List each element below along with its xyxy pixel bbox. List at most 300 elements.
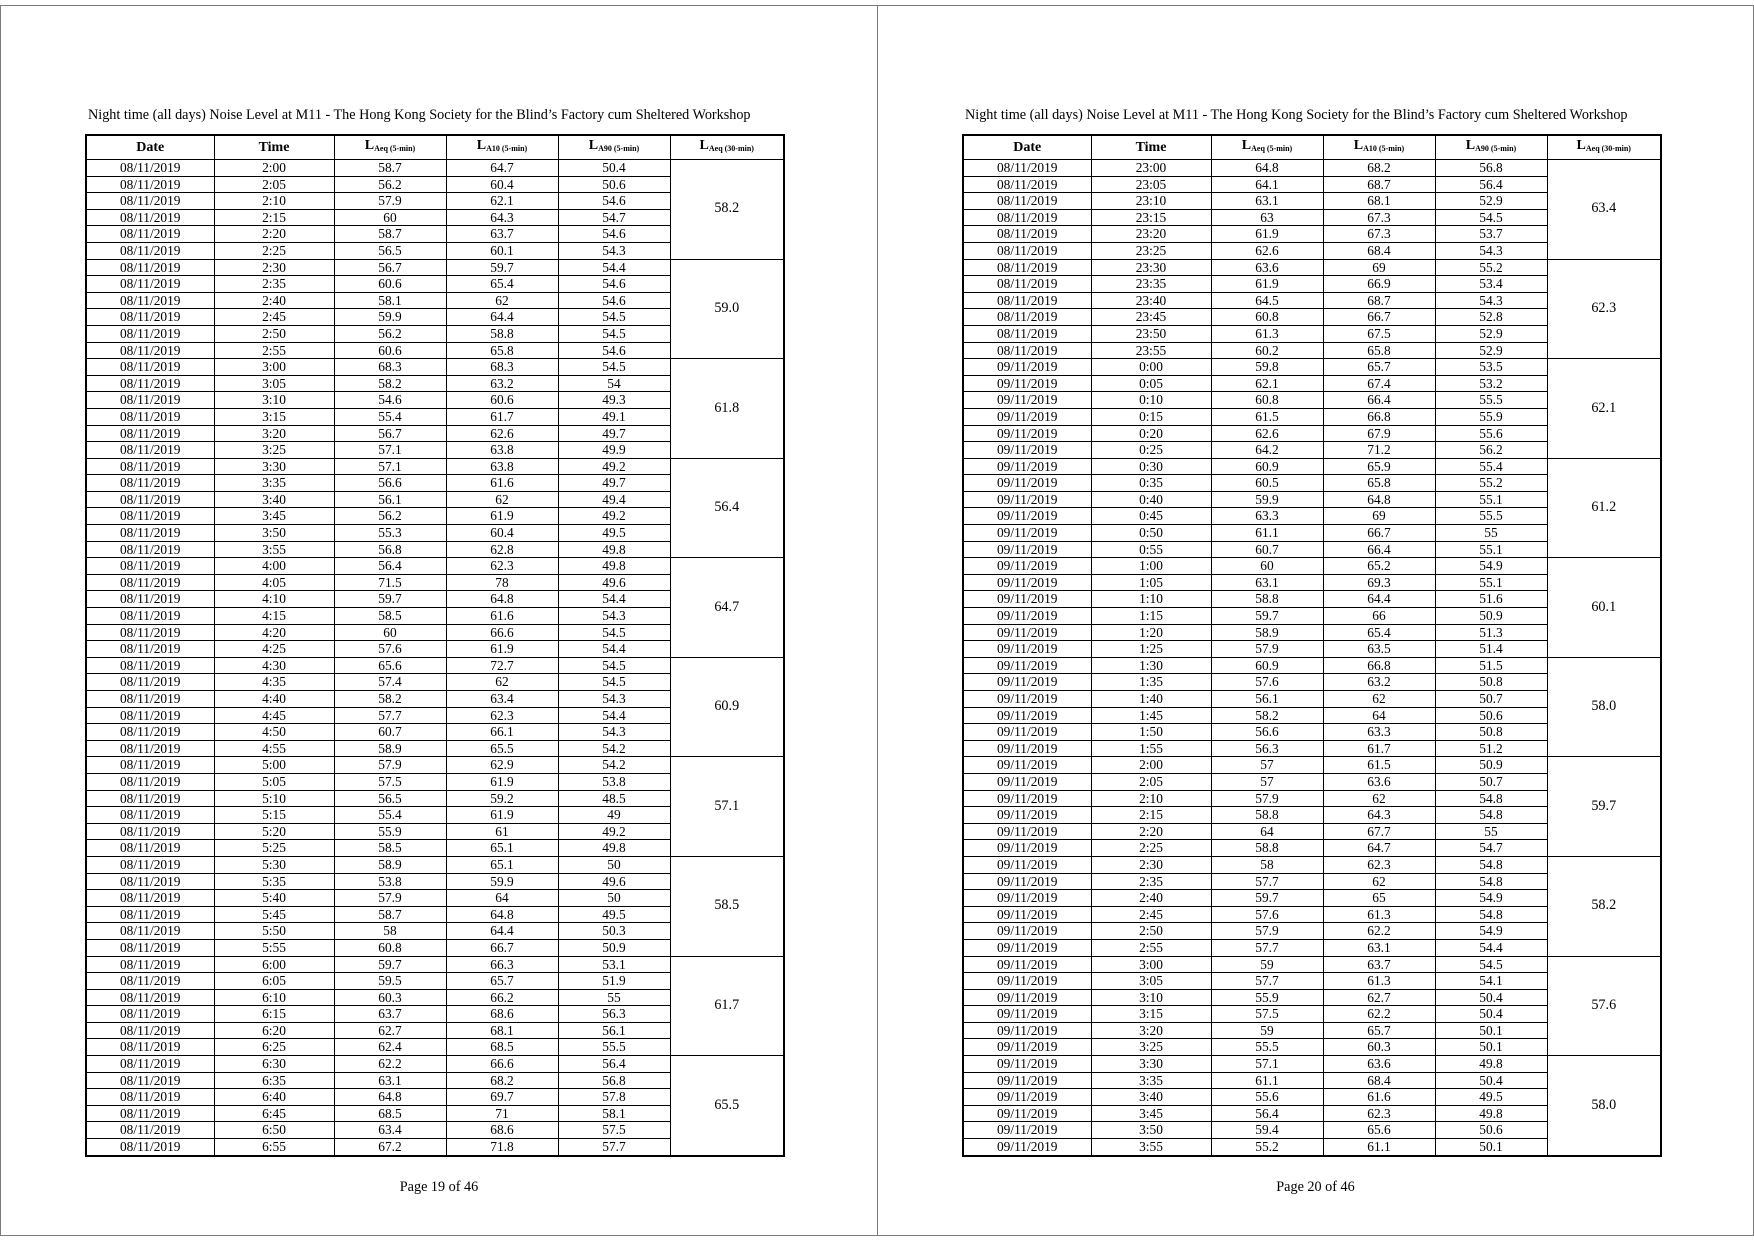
cell-time: 4:35 xyxy=(214,674,334,691)
cell-date: 09/11/2019 xyxy=(963,807,1091,824)
cell-laeq-5min: 57.4 xyxy=(334,674,446,691)
cell-la90-5min: 54.3 xyxy=(558,242,670,259)
cell-laeq-5min: 62.1 xyxy=(1211,375,1323,392)
cell-time: 0:40 xyxy=(1091,491,1211,508)
cell-date: 09/11/2019 xyxy=(963,856,1091,873)
cell-date: 09/11/2019 xyxy=(963,823,1091,840)
cell-date: 08/11/2019 xyxy=(86,408,214,425)
cell-la90-5min: 56.4 xyxy=(558,1056,670,1073)
cell-laeq-5min: 60.8 xyxy=(334,939,446,956)
cell-time: 2:00 xyxy=(214,160,334,177)
cell-date: 08/11/2019 xyxy=(86,939,214,956)
cell-la90-5min: 54.6 xyxy=(558,342,670,359)
cell-time: 2:25 xyxy=(1091,840,1211,857)
cell-la10-5min: 64 xyxy=(1323,707,1435,724)
cell-la90-5min: 54.5 xyxy=(558,359,670,376)
cell-date: 08/11/2019 xyxy=(86,442,214,459)
cell-time: 2:10 xyxy=(1091,790,1211,807)
cell-laeq-5min: 65.6 xyxy=(334,657,446,674)
cell-time: 1:20 xyxy=(1091,624,1211,641)
cell-la90-5min: 49.1 xyxy=(558,408,670,425)
cell-time: 0:25 xyxy=(1091,442,1211,459)
cell-la10-5min: 65.7 xyxy=(446,973,558,990)
cell-la90-5min: 56.8 xyxy=(1435,160,1547,177)
cell-laeq-5min: 63.1 xyxy=(334,1072,446,1089)
cell-laeq-5min: 60.6 xyxy=(334,342,446,359)
cell-laeq-5min: 61.9 xyxy=(1211,226,1323,243)
cell-la10-5min: 68.3 xyxy=(446,359,558,376)
cell-la90-5min: 50.1 xyxy=(1435,1022,1547,1039)
cell-date: 08/11/2019 xyxy=(86,508,214,525)
cell-la10-5min: 69 xyxy=(1323,508,1435,525)
cell-la90-5min: 54.3 xyxy=(558,724,670,741)
cell-la90-5min: 50.6 xyxy=(1435,707,1547,724)
cell-laeq-30min: 60.9 xyxy=(670,657,784,757)
cell-la10-5min: 60.4 xyxy=(446,176,558,193)
cell-la90-5min: 54.3 xyxy=(1435,242,1547,259)
cell-time: 3:25 xyxy=(1091,1039,1211,1056)
cell-time: 4:00 xyxy=(214,558,334,575)
cell-la10-5min: 62.3 xyxy=(1323,1105,1435,1122)
cell-la10-5min: 65.8 xyxy=(1323,475,1435,492)
cell-date: 09/11/2019 xyxy=(963,392,1091,409)
cell-la90-5min: 57.8 xyxy=(558,1089,670,1106)
cell-date: 08/11/2019 xyxy=(86,989,214,1006)
cell-la90-5min: 49.4 xyxy=(558,491,670,508)
cell-time: 3:15 xyxy=(214,408,334,425)
cell-laeq-5min: 63.1 xyxy=(1211,574,1323,591)
cell-la10-5min: 63.4 xyxy=(446,691,558,708)
cell-time: 3:35 xyxy=(214,475,334,492)
cell-la10-5min: 66.9 xyxy=(1323,276,1435,293)
cell-la10-5min: 65.6 xyxy=(1323,1122,1435,1139)
cell-time: 23:00 xyxy=(1091,160,1211,177)
cell-la10-5min: 66 xyxy=(1323,608,1435,625)
cell-laeq-5min: 57.1 xyxy=(334,442,446,459)
cell-la90-5min: 54.5 xyxy=(558,657,670,674)
cell-laeq-5min: 57 xyxy=(1211,757,1323,774)
cell-la10-5min: 60.4 xyxy=(446,525,558,542)
cell-laeq-30min: 61.7 xyxy=(670,956,784,1056)
table-row xyxy=(86,458,784,475)
cell-date: 09/11/2019 xyxy=(963,558,1091,575)
cell-time: 2:30 xyxy=(1091,856,1211,873)
cell-date: 08/11/2019 xyxy=(86,574,214,591)
cell-laeq-5min: 59 xyxy=(1211,1022,1323,1039)
cell-la10-5min: 61.6 xyxy=(446,608,558,625)
cell-la90-5min: 55.1 xyxy=(1435,574,1547,591)
cell-date: 08/11/2019 xyxy=(86,724,214,741)
header-date: Date xyxy=(963,135,1091,160)
cell-la90-5min: 49.3 xyxy=(558,392,670,409)
cell-la90-5min: 50.7 xyxy=(1435,773,1547,790)
cell-la90-5min: 49.2 xyxy=(558,458,670,475)
cell-la90-5min: 50.8 xyxy=(1435,724,1547,741)
cell-laeq-5min: 56.5 xyxy=(334,790,446,807)
cell-laeq-5min: 64 xyxy=(1211,823,1323,840)
cell-time: 2:50 xyxy=(214,325,334,342)
cell-time: 3:15 xyxy=(1091,1006,1211,1023)
cell-laeq-5min: 58.9 xyxy=(1211,624,1323,641)
cell-laeq-5min: 56.4 xyxy=(1211,1105,1323,1122)
cell-laeq-5min: 56.5 xyxy=(334,242,446,259)
cell-laeq-5min: 63.1 xyxy=(1211,193,1323,210)
cell-laeq-5min: 55.2 xyxy=(1211,1139,1323,1156)
cell-la90-5min: 53.7 xyxy=(1435,226,1547,243)
cell-la10-5min: 64.4 xyxy=(446,309,558,326)
cell-la10-5min: 68.2 xyxy=(1323,160,1435,177)
cell-la90-5min: 54.7 xyxy=(558,209,670,226)
cell-date: 08/11/2019 xyxy=(86,1122,214,1139)
cell-la90-5min: 56.1 xyxy=(558,1022,670,1039)
cell-la10-5min: 62.8 xyxy=(446,541,558,558)
cell-date: 08/11/2019 xyxy=(86,1039,214,1056)
cell-date: 09/11/2019 xyxy=(963,773,1091,790)
cell-time: 2:00 xyxy=(1091,757,1211,774)
cell-laeq-5min: 58.5 xyxy=(334,608,446,625)
cell-la90-5min: 49.8 xyxy=(1435,1056,1547,1073)
cell-la10-5min: 71.8 xyxy=(446,1139,558,1156)
header-time: Time xyxy=(214,135,334,160)
cell-laeq-5min: 64.1 xyxy=(1211,176,1323,193)
cell-la90-5min: 48.5 xyxy=(558,790,670,807)
cell-la10-5min: 68.1 xyxy=(1323,193,1435,210)
cell-time: 4:25 xyxy=(214,641,334,658)
cell-time: 23:35 xyxy=(1091,276,1211,293)
cell-laeq-5min: 56.7 xyxy=(334,425,446,442)
cell-laeq-5min: 59.7 xyxy=(1211,890,1323,907)
cell-date: 09/11/2019 xyxy=(963,541,1091,558)
cell-la90-5min: 50.4 xyxy=(1435,989,1547,1006)
cell-time: 4:50 xyxy=(214,724,334,741)
table-row xyxy=(86,259,784,276)
cell-time: 0:55 xyxy=(1091,541,1211,558)
cell-date: 09/11/2019 xyxy=(963,425,1091,442)
cell-date: 08/11/2019 xyxy=(86,823,214,840)
cell-la90-5min: 51.2 xyxy=(1435,740,1547,757)
cell-time: 3:35 xyxy=(1091,1072,1211,1089)
cell-la10-5min: 78 xyxy=(446,574,558,591)
cell-la90-5min: 54.8 xyxy=(1435,790,1547,807)
cell-time: 4:30 xyxy=(214,657,334,674)
cell-date: 08/11/2019 xyxy=(86,1105,214,1122)
cell-date: 08/11/2019 xyxy=(963,226,1091,243)
cell-la10-5min: 67.3 xyxy=(1323,209,1435,226)
cell-date: 08/11/2019 xyxy=(86,840,214,857)
cell-laeq-5min: 61.1 xyxy=(1211,1072,1323,1089)
cell-date: 09/11/2019 xyxy=(963,442,1091,459)
cell-la10-5min: 66.7 xyxy=(1323,309,1435,326)
cell-la10-5min: 59.9 xyxy=(446,873,558,890)
cell-date: 09/11/2019 xyxy=(963,691,1091,708)
table-row xyxy=(963,160,1661,177)
cell-la90-5min: 50.7 xyxy=(1435,691,1547,708)
cell-la90-5min: 54.2 xyxy=(558,740,670,757)
cell-laeq-5min: 60.7 xyxy=(1211,541,1323,558)
cell-la10-5min: 71 xyxy=(446,1105,558,1122)
cell-la10-5min: 61.3 xyxy=(1323,906,1435,923)
cell-laeq-5min: 60.9 xyxy=(1211,657,1323,674)
cell-laeq-30min: 59.0 xyxy=(670,259,784,359)
cell-la10-5min: 68.4 xyxy=(1323,1072,1435,1089)
cell-la10-5min: 60.6 xyxy=(446,392,558,409)
cell-time: 3:00 xyxy=(214,359,334,376)
cell-time: 1:10 xyxy=(1091,591,1211,608)
cell-laeq-5min: 57.9 xyxy=(334,757,446,774)
cell-time: 1:55 xyxy=(1091,740,1211,757)
cell-time: 0:45 xyxy=(1091,508,1211,525)
header-laeq-5min: $L_{Aeq (5-min)}$ xyxy=(1211,135,1323,160)
cell-date: 08/11/2019 xyxy=(86,757,214,774)
cell-date: 08/11/2019 xyxy=(86,259,214,276)
cell-la90-5min: 50.1 xyxy=(1435,1139,1547,1156)
cell-laeq-5min: 60 xyxy=(334,624,446,641)
cell-laeq-5min: 56.7 xyxy=(334,259,446,276)
cell-date: 09/11/2019 xyxy=(963,608,1091,625)
cell-la90-5min: 53.2 xyxy=(1435,375,1547,392)
cell-la10-5min: 62.6 xyxy=(446,425,558,442)
cell-laeq-5min: 60 xyxy=(334,209,446,226)
cell-time: 3:30 xyxy=(214,458,334,475)
cell-la90-5min: 55.2 xyxy=(1435,259,1547,276)
cell-la10-5min: 61.9 xyxy=(446,773,558,790)
table-row xyxy=(86,657,784,674)
cell-laeq-5min: 61.9 xyxy=(1211,276,1323,293)
cell-laeq-30min: 65.5 xyxy=(670,1056,784,1156)
cell-la10-5min: 65.8 xyxy=(1323,342,1435,359)
cell-la10-5min: 61 xyxy=(446,823,558,840)
cell-time: 3:55 xyxy=(1091,1139,1211,1156)
cell-la90-5min: 54.5 xyxy=(1435,956,1547,973)
cell-date: 08/11/2019 xyxy=(963,176,1091,193)
cell-date: 08/11/2019 xyxy=(86,674,214,691)
cell-la90-5min: 54.9 xyxy=(1435,558,1547,575)
cell-laeq-5min: 58.7 xyxy=(334,226,446,243)
cell-laeq-5min: 62.2 xyxy=(334,1056,446,1073)
header-la90-5min: $L_{A90 (5-min)}$ xyxy=(1435,135,1547,160)
cell-time: 2:30 xyxy=(214,259,334,276)
cell-la90-5min: 54.6 xyxy=(558,292,670,309)
cell-la10-5min: 61.6 xyxy=(446,475,558,492)
cell-time: 3:10 xyxy=(1091,989,1211,1006)
cell-time: 2:55 xyxy=(1091,939,1211,956)
cell-date: 08/11/2019 xyxy=(86,242,214,259)
cell-time: 1:00 xyxy=(1091,558,1211,575)
cell-la90-5min: 50.9 xyxy=(1435,608,1547,625)
cell-la10-5min: 62.2 xyxy=(1323,1006,1435,1023)
cell-date: 08/11/2019 xyxy=(86,193,214,210)
table-title: Night time (all days) Noise Level at M11 - The Hong Kong Society for the Blind’s Factory cum Sheltered Workshop xyxy=(965,107,1628,123)
cell-time: 23:05 xyxy=(1091,176,1211,193)
cell-la90-5min: 54.1 xyxy=(1435,973,1547,990)
cell-laeq-5min: 60.2 xyxy=(1211,342,1323,359)
cell-la10-5min: 65.1 xyxy=(446,856,558,873)
cell-la90-5min: 54.4 xyxy=(558,707,670,724)
cell-time: 3:20 xyxy=(214,425,334,442)
cell-la90-5min: 54.8 xyxy=(1435,856,1547,873)
cell-la90-5min: 54.6 xyxy=(558,193,670,210)
cell-time: 4:40 xyxy=(214,691,334,708)
cell-la90-5min: 50.6 xyxy=(558,176,670,193)
cell-laeq-5min: 58.5 xyxy=(334,840,446,857)
cell-laeq-5min: 55.4 xyxy=(334,408,446,425)
cell-laeq-5min: 55.3 xyxy=(334,525,446,542)
cell-laeq-5min: 55.5 xyxy=(1211,1039,1323,1056)
cell-date: 08/11/2019 xyxy=(86,491,214,508)
cell-laeq-5min: 55.4 xyxy=(334,807,446,824)
cell-date: 09/11/2019 xyxy=(963,840,1091,857)
cell-time: 0:05 xyxy=(1091,375,1211,392)
cell-date: 08/11/2019 xyxy=(86,906,214,923)
cell-la10-5min: 69 xyxy=(1323,259,1435,276)
cell-date: 09/11/2019 xyxy=(963,740,1091,757)
header-laeq-5min: $L_{Aeq (5-min)}$ xyxy=(334,135,446,160)
cell-date: 08/11/2019 xyxy=(86,309,214,326)
cell-date: 08/11/2019 xyxy=(86,525,214,542)
table-row xyxy=(963,757,1661,774)
cell-la10-5min: 71.2 xyxy=(1323,442,1435,459)
cell-date: 09/11/2019 xyxy=(963,890,1091,907)
cell-la10-5min: 69.7 xyxy=(446,1089,558,1106)
cell-date: 09/11/2019 xyxy=(963,939,1091,956)
cell-laeq-5min: 57.1 xyxy=(334,458,446,475)
cell-la10-5min: 66.4 xyxy=(1323,392,1435,409)
cell-laeq-5min: 63.3 xyxy=(1211,508,1323,525)
cell-date: 09/11/2019 xyxy=(963,956,1091,973)
cell-la10-5min: 66.2 xyxy=(446,989,558,1006)
table-row xyxy=(963,1056,1661,1073)
cell-date: 08/11/2019 xyxy=(86,458,214,475)
cell-time: 4:45 xyxy=(214,707,334,724)
cell-date: 08/11/2019 xyxy=(86,890,214,907)
cell-la90-5min: 55.5 xyxy=(1435,392,1547,409)
cell-la10-5min: 68.6 xyxy=(446,1122,558,1139)
cell-la10-5min: 62.9 xyxy=(446,757,558,774)
cell-laeq-5min: 59.9 xyxy=(1211,491,1323,508)
cell-date: 08/11/2019 xyxy=(86,856,214,873)
cell-la10-5min: 61.1 xyxy=(1323,1139,1435,1156)
cell-date: 09/11/2019 xyxy=(963,641,1091,658)
cell-laeq-5min: 61.3 xyxy=(1211,325,1323,342)
cell-laeq-5min: 58.8 xyxy=(1211,840,1323,857)
cell-la10-5min: 66.7 xyxy=(1323,525,1435,542)
cell-laeq-5min: 57.9 xyxy=(334,890,446,907)
cell-la90-5min: 55.1 xyxy=(1435,491,1547,508)
cell-la10-5min: 64.4 xyxy=(446,923,558,940)
cell-time: 5:25 xyxy=(214,840,334,857)
cell-la90-5min: 51.6 xyxy=(1435,591,1547,608)
cell-date: 08/11/2019 xyxy=(963,193,1091,210)
cell-date: 08/11/2019 xyxy=(86,691,214,708)
cell-date: 08/11/2019 xyxy=(86,641,214,658)
cell-time: 3:45 xyxy=(214,508,334,525)
cell-time: 5:10 xyxy=(214,790,334,807)
cell-laeq-5min: 59.7 xyxy=(334,591,446,608)
cell-laeq-5min: 60.7 xyxy=(334,724,446,741)
cell-la90-5min: 50.4 xyxy=(1435,1006,1547,1023)
cell-la10-5min: 61.7 xyxy=(1323,740,1435,757)
cell-laeq-5min: 55.9 xyxy=(334,823,446,840)
cell-laeq-5min: 71.5 xyxy=(334,574,446,591)
cell-laeq-5min: 60 xyxy=(1211,558,1323,575)
cell-la90-5min: 54.5 xyxy=(558,325,670,342)
cell-la90-5min: 57.7 xyxy=(558,1139,670,1156)
cell-la10-5min: 63.7 xyxy=(1323,956,1435,973)
header-laeq-30min: $L_{Aeq (30-min)}$ xyxy=(670,135,784,160)
cell-time: 5:20 xyxy=(214,823,334,840)
cell-time: 2:50 xyxy=(1091,923,1211,940)
cell-la10-5min: 72.7 xyxy=(446,657,558,674)
cell-laeq-5min: 58.9 xyxy=(334,740,446,757)
cell-la10-5min: 65.2 xyxy=(1323,558,1435,575)
cell-laeq-30min: 63.4 xyxy=(1547,160,1661,260)
cell-time: 3:45 xyxy=(1091,1105,1211,1122)
cell-la10-5min: 65 xyxy=(1323,890,1435,907)
cell-laeq-5min: 56.3 xyxy=(1211,740,1323,757)
cell-laeq-30min: 59.7 xyxy=(1547,757,1661,857)
cell-laeq-5min: 59 xyxy=(1211,956,1323,973)
cell-laeq-5min: 59.7 xyxy=(1211,608,1323,625)
cell-la10-5min: 65.8 xyxy=(446,342,558,359)
cell-la90-5min: 55 xyxy=(558,989,670,1006)
cell-date: 09/11/2019 xyxy=(963,707,1091,724)
cell-laeq-5min: 62.6 xyxy=(1211,242,1323,259)
cell-laeq-30min: 62.3 xyxy=(1547,259,1661,359)
cell-time: 4:05 xyxy=(214,574,334,591)
cell-la90-5min: 50.9 xyxy=(1435,757,1547,774)
cell-laeq-5min: 64.2 xyxy=(1211,442,1323,459)
cell-laeq-30min: 60.1 xyxy=(1547,558,1661,658)
cell-la10-5min: 66.1 xyxy=(446,724,558,741)
cell-la10-5min: 68.1 xyxy=(446,1022,558,1039)
cell-time: 2:35 xyxy=(214,276,334,293)
cell-time: 1:15 xyxy=(1091,608,1211,625)
cell-la10-5min: 68.2 xyxy=(446,1072,558,1089)
cell-time: 5:30 xyxy=(214,856,334,873)
cell-time: 3:00 xyxy=(1091,956,1211,973)
cell-la10-5min: 61.7 xyxy=(446,408,558,425)
cell-la10-5min: 62.7 xyxy=(1323,989,1435,1006)
cell-la90-5min: 49.7 xyxy=(558,425,670,442)
cell-date: 08/11/2019 xyxy=(86,325,214,342)
cell-la10-5min: 69.3 xyxy=(1323,574,1435,591)
cell-date: 09/11/2019 xyxy=(963,458,1091,475)
cell-la10-5min: 65.9 xyxy=(1323,458,1435,475)
cell-laeq-5min: 57.9 xyxy=(1211,790,1323,807)
cell-time: 3:40 xyxy=(214,491,334,508)
table-row xyxy=(86,160,784,177)
cell-date: 08/11/2019 xyxy=(86,1006,214,1023)
cell-la90-5min: 51.5 xyxy=(1435,657,1547,674)
cell-la10-5min: 65.5 xyxy=(446,740,558,757)
cell-time: 5:15 xyxy=(214,807,334,824)
cell-la10-5min: 63.8 xyxy=(446,442,558,459)
cell-la10-5min: 64.8 xyxy=(1323,491,1435,508)
cell-la10-5min: 68.4 xyxy=(1323,242,1435,259)
cell-laeq-5min: 57.6 xyxy=(334,641,446,658)
cell-la90-5min: 49.6 xyxy=(558,873,670,890)
cell-date: 08/11/2019 xyxy=(963,276,1091,293)
cell-time: 23:40 xyxy=(1091,292,1211,309)
cell-date: 09/11/2019 xyxy=(963,1105,1091,1122)
cell-la90-5min: 52.8 xyxy=(1435,309,1547,326)
cell-time: 4:10 xyxy=(214,591,334,608)
cell-laeq-5min: 57.7 xyxy=(1211,973,1323,990)
cell-time: 3:30 xyxy=(1091,1056,1211,1073)
cell-time: 6:05 xyxy=(214,973,334,990)
cell-laeq-5min: 56.1 xyxy=(1211,691,1323,708)
cell-date: 09/11/2019 xyxy=(963,657,1091,674)
